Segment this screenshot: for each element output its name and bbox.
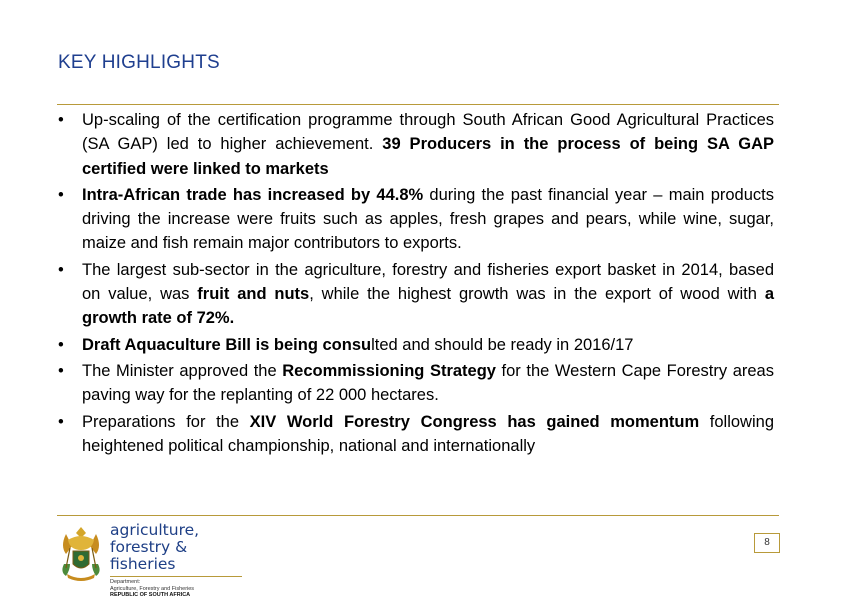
slide-title: KEY HIGHLIGHTS — [58, 52, 220, 73]
bullet-marker: • — [58, 361, 64, 380]
bullet-marker: • — [58, 185, 64, 204]
bullet-text: The Minister approved the — [82, 361, 283, 380]
bullet-text-bold: a growth rate of 72%. — [82, 285, 774, 328]
highlights-list — [58, 108, 774, 460]
bullet-item — [58, 410, 774, 459]
bullet-text-bold: XIV World Forestry Congress has gained momentum — [249, 412, 700, 431]
bullet-text: Preparations for the — [82, 412, 250, 431]
bullet-item — [58, 333, 774, 357]
bullet-text: following heightened political championship, national and internationally — [82, 412, 774, 455]
bullet-item — [58, 183, 774, 256]
bullet-text: for the Western Cape Forestry areas paving way for the replanting of 22 000 hectares. — [82, 361, 774, 405]
bullet-item — [58, 359, 774, 408]
bullet-text-bold: Recommissioning Strategy — [282, 361, 496, 380]
logo-dept-label: Department: — [110, 579, 141, 585]
bullet-text-bold: 39 Producers in the process of being SA GAP certified were linked to markets — [82, 135, 774, 178]
coat-of-arms-icon — [58, 524, 104, 584]
bullet-text-bold: fruit and nuts — [197, 285, 310, 304]
bullet-item — [58, 258, 774, 331]
bullet-text: , while the highest growth was in the export of wood with — [309, 285, 765, 304]
bullet-text: lted and should be ready in 2016/17 — [371, 335, 634, 354]
bullet-text: during the past financial year – main products driving the increase were fruits such as apples, fresh grapes and pears, while wine, sugar, maize and fish remain major contributors to exports. — [82, 185, 774, 253]
logo-line-2: forestry & fisheries — [110, 538, 188, 573]
logo-separator — [110, 576, 242, 577]
bottom-divider — [57, 515, 779, 516]
bullet-text: Up-scaling of the certification programme through South African Good Agricultural Practices (SA GAP) led to higher achievement. — [82, 111, 774, 154]
department-logo — [58, 521, 243, 598]
bullet-item — [58, 108, 774, 181]
bullet-text-bold: Draft Aquaculture Bill is being consu — [82, 335, 372, 354]
bullet-text: The largest sub-sector in the agriculture, forestry and fisheries export basket in 2014, based on value, was — [82, 260, 774, 304]
top-divider — [57, 104, 779, 105]
logo-country: REPUBLIC OF SOUTH AFRICA — [110, 592, 191, 598]
page-number: 8 — [754, 533, 780, 553]
bullet-marker: • — [58, 111, 64, 129]
logo-line-1: agriculture, — [110, 521, 200, 539]
bullet-marker: • — [58, 335, 64, 354]
bullet-marker: • — [58, 260, 64, 279]
bullet-marker: • — [58, 412, 64, 431]
bullet-text-bold: Intra-African trade has increased by 44.8% — [82, 185, 424, 204]
logo-dept-name: Agriculture, Forestry and Fisheries — [110, 585, 195, 592]
